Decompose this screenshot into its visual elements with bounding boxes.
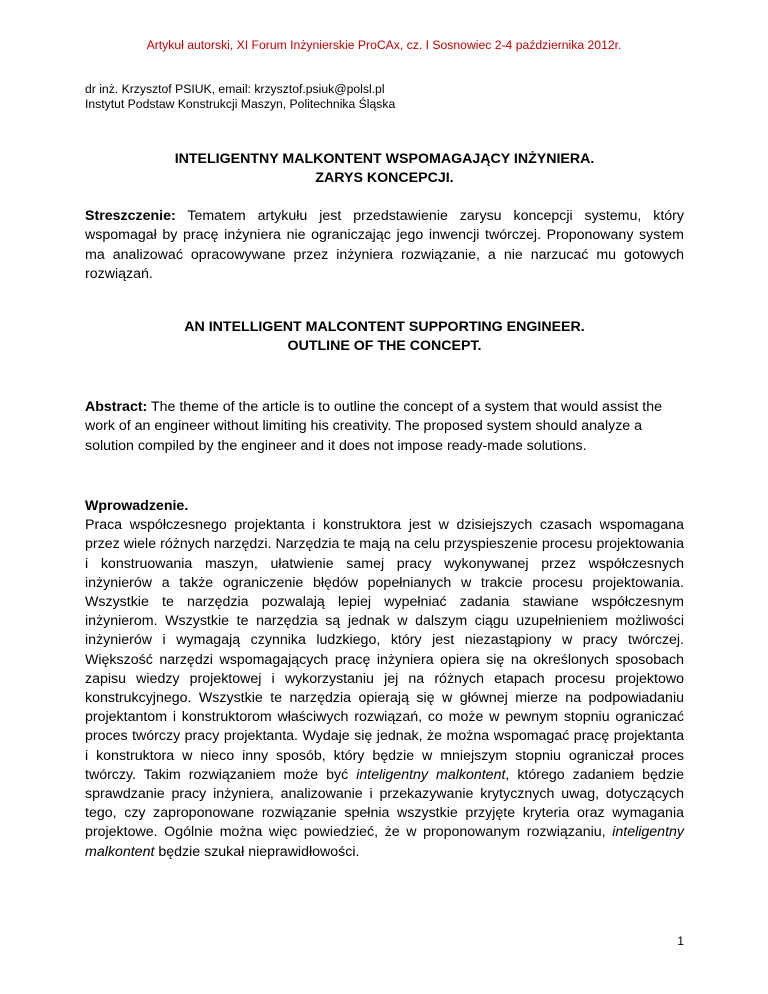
introduction-emphasis-2: inteligentny malkontent bbox=[85, 824, 684, 860]
introduction-section bbox=[85, 497, 684, 862]
introduction-text-part-2: , którego zadaniem będzie sprawdzanie pracy inżyniera, analizowanie i przekazywanie krytycznych uwag, dotyczących tego, czy zaproponowane rozwiązanie spełnia wszystkie przyjęte kryteria oraz wymagania projektowe. Ogólnie można więc powiedzieć, że w proponowanym rozwiązaniu, bbox=[85, 766, 684, 841]
title-english bbox=[85, 318, 684, 356]
abstract-polish bbox=[85, 207, 684, 285]
abstract-english bbox=[85, 398, 684, 456]
title-english-line-2: OUTLINE OF THE CONCEPT. bbox=[287, 338, 482, 354]
page-number: 1 bbox=[677, 934, 684, 948]
title-polish-line-2: ZARYS KONCEPCJI. bbox=[315, 170, 454, 186]
author-affiliation bbox=[85, 82, 685, 112]
introduction-text-part-1: Praca współczesnego projektanta i konstruktora jest w dzisiejszych czasach wspomagana przez wiele różnych narzędzi. Narzędzia te mają na celu przyspieszenie procesu projektowania i konstruowania maszyn, ułatwienie samej pracy wykonywanej przez współczesnych inżynierów a także ograniczenie błędów popełnianych w trakcie procesu projektowania. Wszystkie te narzędzia pozwalają lepiej wypełniać zadania stawiane współczesnym inżynierom. Wszystkie te narzędzia są jednak w dalszym ciągu uzupełnieniem możliwości inżynierów i wymagają czynnika ludzkiego, który jest niezastąpiony w pracy twórczej. Większość narzędzi wspomagających pracę inżyniera opiera się na określonych sposobach zapisu wiedzy projektowej i wykorzystaniu jej na różnych etapach procesu projektowo konstrukcyjnego. Wszystkie te narzędzia opierają się w głównej mierze na podpowiadaniu projektantom i konstruktorom właściwych rozwiązań, co może w pewnym stopniu ograniczać proces twórczy pracy projektanta. Wydaje się jednak, że można wspomagać pracę projektanta i konstruktora w nieco inny sposób, który będzie w mniejszym stopniu ograniczał proces twórczy. Takim rozwiązaniem może być bbox=[85, 517, 684, 783]
introduction-text-part-3: będzie szukał nieprawidłowości. bbox=[154, 843, 360, 860]
title-polish bbox=[85, 150, 684, 188]
institute-line: Instytut Podstaw Konstrukcji Maszyn, Politechnika Śląska bbox=[85, 97, 396, 111]
abstract-polish-label: Streszczenie: bbox=[85, 208, 176, 224]
conference-header-note: Artykuł autorski, XI Forum Inżynierskie ProCAx, cz. I Sosnowiec 2-4 października 2012r. bbox=[146, 38, 622, 52]
introduction-heading: Wprowadzenie. bbox=[85, 498, 189, 514]
introduction-emphasis-1: inteligentny malkontent bbox=[356, 766, 506, 783]
abstract-english-label: Abstract: bbox=[85, 399, 148, 415]
author-line: dr inż. Krzysztof PSIUK, email: krzysztof.psiuk@polsl.pl bbox=[85, 82, 385, 96]
title-polish-line-1: INTELIGENTNY MALKONTENT WSPOMAGAJĄCY INŻYNIERA. bbox=[174, 151, 595, 167]
abstract-english-text: The theme of the article is to outline the concept of a system that would assist the work of an engineer without limiting his creativity. The proposed system should analyze a solution compiled by the engineer and it does not impose ready-made solutions. bbox=[85, 399, 662, 454]
title-english-line-1: AN INTELLIGENT MALCONTENT SUPPORTING ENGINEER. bbox=[184, 319, 585, 335]
abstract-polish-text: Tematem artykułu jest przedstawienie zarysu koncepcji systemu, który wspomagał by pracę inżyniera nie ograniczając jego inwencji twórczej. Proponowany system ma analizować opracowywane przez inżyniera rozwiązanie, a nie narzucać mu gotowych rozwiązań. bbox=[85, 208, 684, 283]
